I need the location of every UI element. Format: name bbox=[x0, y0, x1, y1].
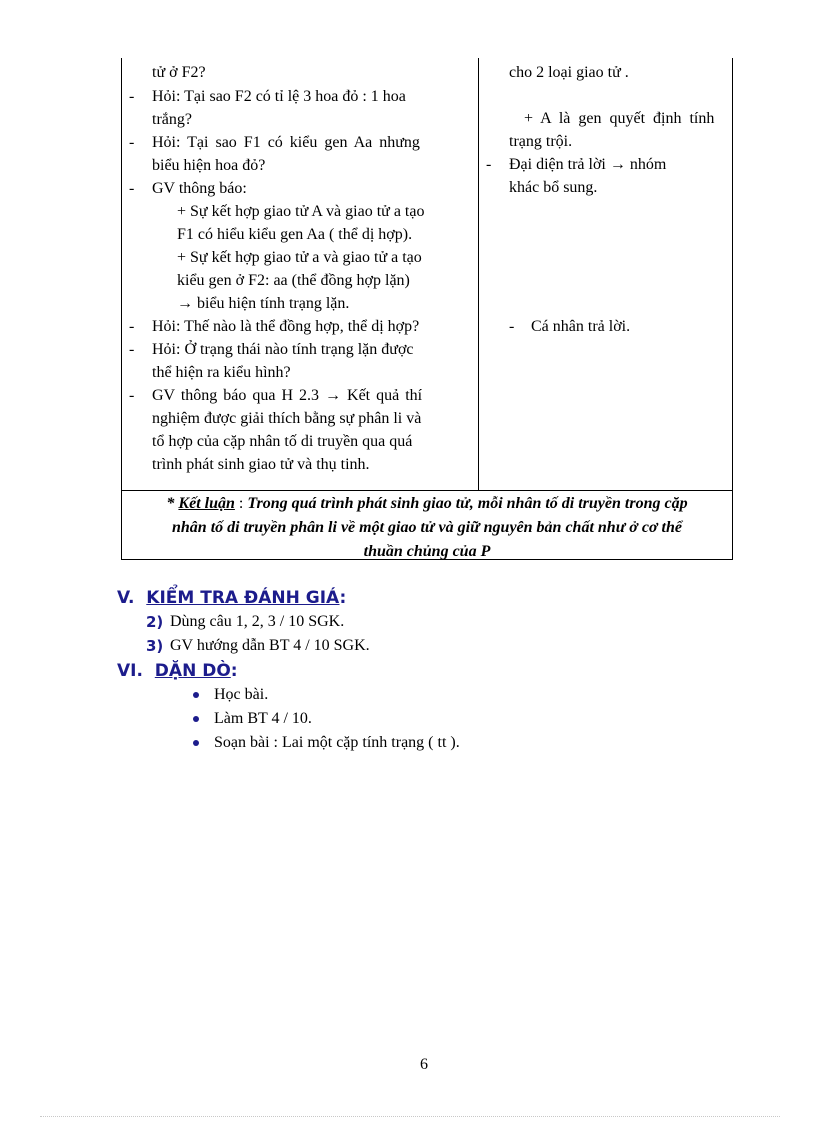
left-line: trình phát sinh giao tử và thụ tinh. bbox=[152, 456, 370, 473]
left-line: + Sự kết hợp giao tử A và giao tử a tạo bbox=[177, 203, 425, 220]
right-line: + A là gen quyết định tính bbox=[524, 110, 715, 127]
conclusion-line-1: * Kết luận : Trong quá trình phát sinh giao tử, mỗi nhân tố di truyền trong cặp bbox=[166, 495, 688, 512]
left-line: Hỏi: Ở trạng thái nào tính trạng lặn được bbox=[152, 341, 414, 358]
section-heading-homework: VI. DẶN DÒ: bbox=[117, 661, 238, 681]
section-heading-assessment: V. KIỂM TRA ĐÁNH GIÁ: bbox=[117, 588, 347, 608]
bullet-icon bbox=[193, 740, 199, 746]
page-number: 6 bbox=[420, 1056, 428, 1073]
list-dash: - bbox=[129, 318, 135, 335]
left-line: Hỏi: Tại sao F1 có kiểu gen Aa nhưng bbox=[152, 134, 420, 151]
bullet-icon bbox=[193, 692, 199, 698]
right-line: Cá nhân trả lời. bbox=[531, 318, 631, 335]
left-line: GV thông báo: bbox=[152, 180, 247, 197]
homework-item: Học bài. bbox=[214, 686, 269, 703]
left-line: trắng? bbox=[152, 111, 192, 128]
list-dash: - bbox=[129, 134, 135, 151]
list-dash: - bbox=[129, 88, 135, 105]
bullet-icon bbox=[193, 716, 199, 722]
left-line: thể hiện ra kiểu hình? bbox=[152, 364, 291, 381]
homework-item: Soạn bài : Lai một cặp tính trạng ( tt ). bbox=[214, 734, 460, 751]
list-dash: - bbox=[486, 156, 492, 173]
left-line: biểu hiện hoa đỏ? bbox=[152, 157, 266, 174]
left-line: Hỏi: Tại sao F2 có tỉ lệ 3 hoa đỏ : 1 hoa bbox=[152, 88, 406, 105]
right-line: cho 2 loại giao tử . bbox=[509, 64, 629, 81]
conclusion-line-3: thuần chủng của P bbox=[363, 543, 491, 560]
conclusion-line-2: nhân tố di truyền phân li về một giao tử và giữ nguyên bản chất như ở cơ thể bbox=[172, 519, 682, 536]
right-line: khác bổ sung. bbox=[509, 179, 598, 196]
row-divider bbox=[122, 490, 732, 491]
left-line: tử ở F2? bbox=[152, 64, 206, 81]
list-dash: - bbox=[509, 318, 515, 335]
column-divider bbox=[478, 58, 479, 490]
activity-table bbox=[121, 58, 733, 560]
list-dash: - bbox=[129, 341, 135, 358]
assessment-item: GV hướng dẫn BT 4 / 10 SGK. bbox=[170, 637, 370, 654]
assessment-item: Dùng câu 1, 2, 3 / 10 SGK. bbox=[170, 613, 345, 630]
list-dash: - bbox=[129, 180, 135, 197]
right-line: Đại diện trả lời → nhóm bbox=[509, 156, 667, 173]
left-line: Hỏi: Thế nào là thể đồng hợp, thể dị hợp? bbox=[152, 318, 420, 335]
left-line: tổ hợp của cặp nhân tố di truyền qua quá bbox=[152, 433, 413, 450]
conclusion-box bbox=[122, 492, 732, 564]
left-line: nghiệm được giải thích bằng sự phân li và bbox=[152, 410, 422, 427]
left-line: + Sự kết hợp giao tử a và giao tử a tạo bbox=[177, 249, 422, 266]
item-number: 3) bbox=[146, 637, 164, 655]
left-line: kiểu gen ở F2: aa (thể đồng hợp lặn) bbox=[177, 272, 410, 289]
left-line: F1 có hiểu kiểu gen Aa ( thể dị hợp). bbox=[177, 226, 413, 243]
list-dash: - bbox=[129, 387, 135, 404]
homework-item: Làm BT 4 / 10. bbox=[214, 710, 312, 727]
item-number: 2) bbox=[146, 613, 164, 631]
conclusion-label: Kết luận bbox=[178, 495, 235, 512]
footer-divider bbox=[40, 1116, 780, 1117]
left-line: GV thông báo qua H 2.3 → Kết quả thí bbox=[152, 387, 423, 404]
right-line: trạng trội. bbox=[509, 133, 573, 150]
left-line: → biểu hiện tính trạng lặn. bbox=[177, 295, 350, 312]
